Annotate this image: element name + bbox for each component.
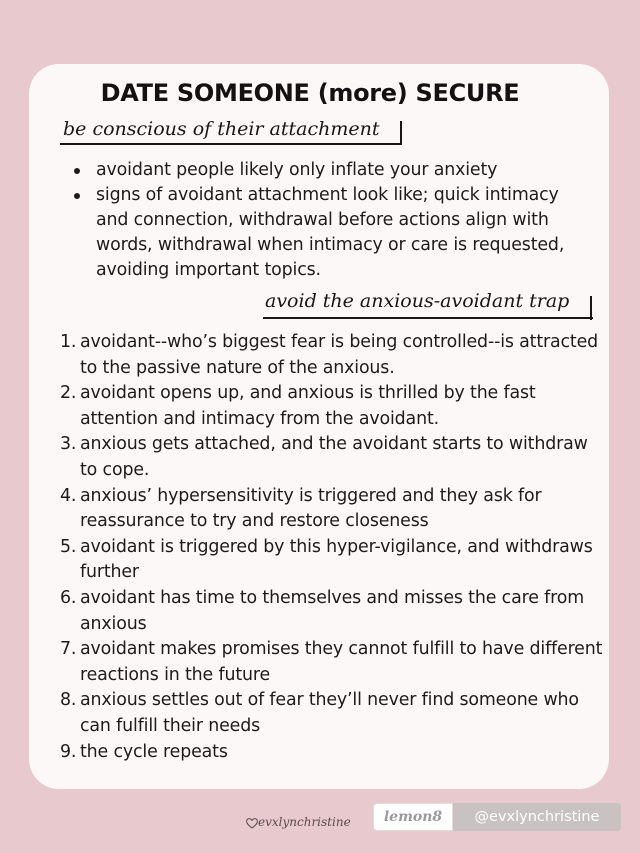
step-number: 9. [60,741,77,762]
cycle-steps-list [60,330,605,765]
step-number: 8. [60,690,77,711]
signature-text [244,815,372,829]
subheading-trap: avoid the anxious-avoidant trap [265,290,570,312]
bullet-item: signs of avoidant attachment look like; quick intimacy and connection, withdrawal before actions align with words, withdrawal when intimacy or care is requested, avoiding important topics. [72,183,592,283]
subheading-underline [263,317,593,319]
step-text: avoidant has time to themselves and misses the care from anxious [80,587,584,634]
step-text: anxious’ hypersensitivity is triggered and they ask for reassurance to try and restore closeness [80,485,542,532]
page-title: DATE SOMEONE (more) SECURE [100,79,520,107]
list-item [60,484,605,535]
step-text: avoidant opens up, and anxious is thrilled by the fast attention and intimacy from the avoidant. [80,383,536,429]
bullet-item: avoidant people likely only inflate your anxiety [72,158,592,183]
step-number: 7. [60,639,77,660]
lemon8-logo[interactable]: lemon8 [373,803,453,831]
step-text: anxious gets attached, and the avoidant starts to withdraw to cope. [80,434,588,480]
list-item [60,740,605,766]
list-item [60,586,605,637]
subheading-attachment: be conscious of their attachment [63,118,380,140]
step-text: avoidant is triggered by this hyper-vigilance, and withdraws further [80,536,593,583]
step-number: 5. [60,536,77,557]
step-number: 6. [60,587,77,608]
step-number: 2. [60,383,77,404]
step-number: 3. [60,434,77,455]
step-number: 1. [60,332,77,352]
subheading-tick [590,296,592,320]
list-item [60,330,605,381]
list-item [60,535,605,586]
step-text: avoidant--who’s biggest fear is being controlled--is attracted to the passive nature of the anxious. [80,332,599,378]
list-item [60,688,605,739]
step-text: the cycle repeats [80,741,228,762]
subheading-underline [60,143,402,145]
list-item [60,432,605,483]
list-item [60,637,605,688]
step-text: avoidant makes promises they cannot fulfill to have different reactions in the future [80,639,603,685]
step-text: anxious settles out of fear they’ll never find someone who can fulfill their needs [80,690,579,736]
step-number: 4. [60,485,77,506]
signature-label: evxlynchristine [258,815,351,829]
author-handle[interactable]: @evxlynchristine [453,803,621,831]
list-item [60,381,605,432]
bullet-list [72,158,592,283]
subheading-tick [400,121,402,145]
